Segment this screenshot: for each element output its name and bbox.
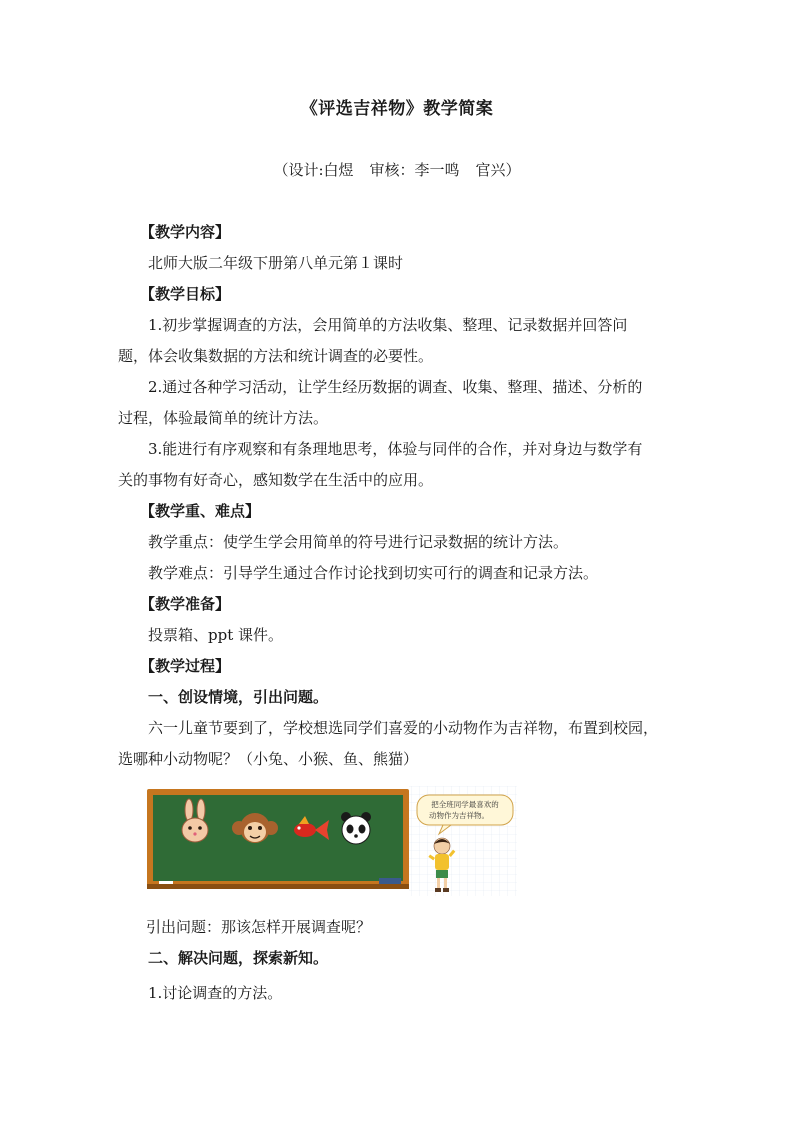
mascot-illustration [147,786,517,896]
chalk-icon [159,881,173,884]
goal-2-line-1: 2.通过各种学习活动，让学生经历数据的调查、收集、整理、描述、分析的 [148,378,643,396]
credits-line [0,159,794,180]
content-text: 北师大版二年级下册第八单元第１课时 [148,254,404,272]
credit-design: （设计:白煜 [273,161,354,179]
step-2-item-1: 1.讨论调查的方法。 [148,984,283,1002]
goal-2-line-2: 过程，体验最简单的统计方法。 [118,409,329,427]
chalk-tray [147,884,409,889]
section-heading-content: 【教学内容】 [140,223,231,241]
step-2-heading: 二、解决问题，探索新知。 [148,949,329,967]
eraser-icon [379,878,401,884]
section-heading-preparation: 【教学准备】 [140,595,231,613]
page-title: 《评选吉祥物》教学简案 [300,99,494,119]
goal-3-line-2: 关的事物有好奇心，感知数学在生活中的应用。 [118,471,434,489]
speech-line-2: 动物作为吉祥物。 [429,811,489,820]
key-point: 教学重点：使学生学会用简单的符号进行记录数据的统计方法。 [148,533,569,551]
section-heading-key-points: 【教学重、难点】 [140,502,261,520]
preparation-text: 投票箱、ppt 课件。 [148,626,284,644]
goal-1-line-1: 1.初步掌握调查的方法，会用简单的方法收集、整理、记录数据并回答问 [148,316,628,334]
step-1-line-2: 选哪种小动物呢？（小兔、小猴、鱼、熊猫） [118,750,419,768]
step-1-heading: 一、创设情境，引出问题。 [148,688,329,706]
difficult-point: 教学难点：引导学生通过合作讨论找到切实可行的调查和记录方法。 [148,564,599,582]
goal-1-line-2: 题，体会收集数据的方法和统计调查的必要性。 [118,347,434,365]
credit-reviewer2: 官兴） [475,161,521,179]
question-text: 引出问题：那该怎样开展调查呢？ [146,918,372,936]
credit-review: 审核：李一鸣 [369,161,460,179]
panda-icon [341,812,371,844]
speech-line-1: 把全班同学最喜欢的 [431,800,499,809]
section-heading-goals: 【教学目标】 [140,285,231,303]
step-1-line-1: 六一儿童节要到了，学校想选同学们喜爱的小动物作为吉祥物，布置到校园， [148,719,659,737]
goal-3-line-1: 3.能进行有序观察和有条理地思考，体验与同伴的合作，并对身边与数学有 [148,440,643,458]
section-heading-process: 【教学过程】 [140,657,231,675]
